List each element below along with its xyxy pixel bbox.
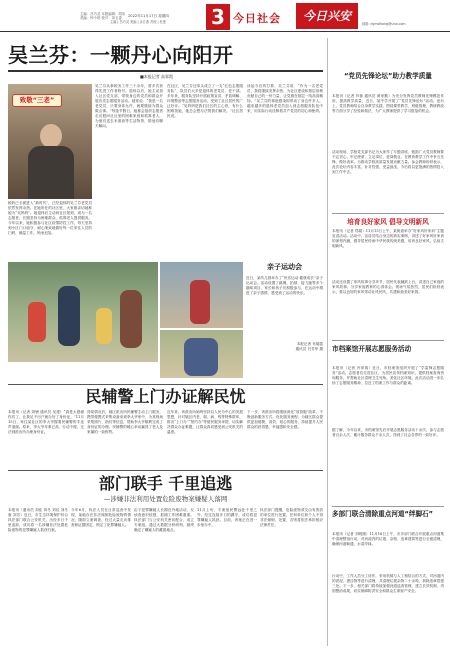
article4-top-rule — [8, 470, 323, 471]
sidebar-title-2: 培育良好家风 倡导文明新风 — [347, 218, 429, 226]
masthead-logo-block — [296, 3, 358, 29]
article4-col5: 执法部门提醒，危险废物须交由有资质的单位进行处置，任何单位和个人不得非法倾倒、处置，否则将依法承担相应法律责任。 — [260, 508, 323, 527]
sidebar-body-8: 行动中，工作人员分工协作，采用机械与人工相结合的方式，对河道内的淤泥、漂浮物等进行清理，共清理垃圾杂物二十余吨，拆除违章搭建三处。下一步，相关部门将持续加强河道巡查管理，建立长效机制，巩固整治成果，切实保障防洪安全和群众生命财产安全。 — [332, 574, 444, 593]
photo-caption: 致敬“三老” — [19, 96, 55, 104]
sidebar-body-7: 本报讯（记者 刘明刚）11月16日上午，市多部门联合开展重点河道集中清理整治行动，对河道内的垃圾、杂物、违章建筑等进行全面清理，确保河道畅通、水清岸绿。 — [332, 532, 444, 546]
sidebar-body-3: 本报讯（记者 郑娟）11月15日上午，某街道举办“好家风好家训”主题宣讲活动。活动中，宣讲员结合身边的真实事例，讲述了好家风好家训的深刻内涵，倡导居民传承中华民族传统美德，培育良好家风，弘扬文明新风。 — [332, 229, 444, 248]
sidebar-rule-1 — [332, 213, 444, 214]
sidebar-body-4: 活动还设置了家风故事分享环节，居民代表踊跃上台，讲述自己家庭的家风故事，分享家庭教育的心得体会。现场气氛热烈，居民们纷纷表示，要以良好的家风带动社风民风，共建和谐美好家园。 — [332, 280, 444, 294]
article4-col2: 今年6月，执法人员在日常巡查中发现，某地存在非法倾倒危险废物的情况，随即立案调查。经过大量走访排查和证据固定，锁定了犯罪嫌疑人。 — [71, 508, 131, 527]
photo-child-1 — [28, 302, 46, 342]
photo-person-head — [40, 124, 62, 148]
article1-headline-rule — [8, 70, 323, 72]
article3-headline: 民辅警上门办证解民忧 — [85, 387, 246, 406]
article1-byline: ■本报记者 高霏霞 — [140, 74, 174, 79]
article1-headline: 吴兰芬：一颗丹心向阳开 — [8, 43, 234, 67]
sidebar-rule-2 — [332, 340, 444, 341]
article1-headline-block — [8, 42, 323, 70]
masthead-editor: 本版编辑：胡凤 — [101, 12, 126, 16]
article4-col3: 由于犯罪嫌疑人长期在外地活动，反侦查意识较强，抓捕工作困难重重。执法部门与公安机关密切配合，成立专案组，通过大数据分析研判，最终确定了嫌疑人的藏匿地点。 — [134, 508, 194, 532]
article2-caption: 近日，某幼儿园举办了“快乐运动 健康成长”亲子运动会。活动设置了跳绳、拍球、接力跑等多个趣味项目，家长和孩子们积极参与，在运动中增进了亲子感情，感受到了运动的快乐。 — [246, 276, 323, 295]
sidebar-divider — [327, 38, 328, 646]
article2-photo-right — [160, 330, 243, 378]
article4-col1: 本报讯（通讯员 刘佳 刘冬 刘佳 刘冬 唐 刘芳）近日，市生态环境保护综合执法部门联合公安机关，历经多日千里追踪，成功将一名涉嫌非法处置危险废物的犯罪嫌疑人抓获归案。 — [8, 508, 68, 532]
article3-col1: 本报讯（记者 刘铺 通讯员 吴建）“真是太感谢你们了，让我足不出户就办好了身份证。”11月15日，家住某社区的李大爷握着民辅警的手连声道谢。原来，李大爷年事已高、行动不便，无法到派出所办理身份证。 — [8, 410, 84, 434]
photo-right-figure — [184, 338, 218, 376]
article3-top-rule — [8, 384, 323, 385]
article2-section-title: 亲子运动会 — [267, 263, 302, 271]
article1-photo — [8, 84, 92, 199]
article4-headline: 部门联手 千里追逃 — [98, 474, 233, 493]
sidebar-body-1: 本报讯（记者 肖蓉 通讯员 黄家勤）为充分发挥党员教师先锋模范作用，提高教学质量，近日，某中学开展了“党员先锋论坛”活动。论坛上，党员教师结合自身教学实践，围绕课堂教学、班级管理、教研教改等方面分享了经验和做法，为广大教师提供了学习借鉴的机会。 — [332, 94, 444, 113]
article2-photo — [8, 262, 158, 362]
sidebar-title-3: 市档案馆开展志愿服务活动 — [332, 345, 412, 353]
article2-photo-small — [160, 262, 243, 328]
masthead-email: 邮箱: dymsfkong@sina.com — [362, 22, 406, 26]
masthead-staff: 主编 | 吕巧灵 美编 | 余江燕 责校 | 杜莲 — [110, 20, 166, 24]
photo-adult-2 — [120, 290, 142, 348]
photo-small-figure — [190, 280, 210, 324]
article4-subheadline: —涉嫌非法利用处置危险废物案嫌疑人落网 — [103, 495, 228, 503]
article1-col1: 税收已全面进入“新时代”，已经退休的吴兰芬老党员依然发挥余热。在她所在的社区里，大家都亲切地称她为“吴妈妈”。她退休后主动到社区报到，成为一名志愿者，长期坚持为困难群众、孤寡老人提供服务。今年以来，她积极参与社区疫情防控工作，每天坚持到小区门口值守，耐心细致地做好每一位来往人员的扫码、测温工作，风雨无阻。 — [8, 201, 92, 235]
sidebar-title-4: 多部门联合清除重点河道“绊脚石” — [332, 510, 433, 518]
masthead-chief-editor: 主编：吕巧灵 — [80, 12, 101, 16]
article1-col2: 吴兰芬从事税务工作三十余年，曾多次获得先进工作者称号。退休以后，她主动加入社区党支部，带领身边的党员和群众开展各类志愿服务活动。她常说：“我是一名老党员，只要身体允许，就要继续为群众做点事。”每逢节假日，她都会组织志愿者走访慰问社区里的困难家庭和孤寡老人，为他们送去米面油等生活物资，陪他们聊天解闷。 — [95, 84, 163, 128]
masthead-date: 2022年11月17日 星期四 — [128, 14, 169, 18]
article2-credit: 本报记者 乔瑞霞 通讯员 吕芳华 摄 — [295, 342, 323, 351]
article1-col3: 在社区，吴兰芬还牵头成立了一支“红色志愿服务队”，队员们大多是退休的老党员、老干部。多年来，服务队坚持开展政策宣讲、矛盾调解、环境整治等志愿服务活动，受到了社区居民的广泛好评。“吴妈妈是我们社区的主心骨，有什么困难找她，她总会想办法帮我们解决。”社区居民说。 — [167, 84, 243, 118]
photo-adult-1 — [58, 286, 80, 346]
masthead-proofreader: 校对：刘玉香 — [101, 16, 122, 21]
logo-text: 今日兴安 — [302, 9, 351, 23]
sidebar-rule-3 — [332, 506, 444, 507]
page-number: 3 — [206, 4, 230, 30]
photo-child-2 — [96, 308, 112, 344]
article3-col4: 下一步，该派出所将继续深化“放管服”改革，不断创新服务方式，优化服务流程，为辖区群众提供更加便捷、高效、贴心的服务，持续提升人民群众的获得感、幸福感和安全感。 — [247, 410, 323, 429]
article3-col3: 近年来，该派出所始终坚持以人民为中心的发展思想，针对辖区内老、弱、病、残等特殊群体，推出“上门办”“预约办”等便民服务举措，切实解决群众办证难题，让群众真切感受到公安机关的温度。 — [167, 410, 243, 434]
sidebar-body-2: 活动现场，学校党支部书记为大家作了专题讲座，勉励广大党员教师要不忘初心、牢记使命，立足岗位、爱岗敬业，在教育教学工作中争当先锋、做好表率，为推动学校高质量发展贡献力量。参会教师纷纷表示，此次论坛内容丰富、针对性强，受益匪浅，今后将以更饱满的热情投入到工作中去。 — [332, 150, 444, 174]
masthead — [0, 0, 450, 32]
sidebar-body-6: 据了解，今年以来，市档案馆先后开展志愿服务活动十余次，参与志愿者百余人次，累计服务群众千余人次，得到了社会各界的一致好评。 — [332, 428, 444, 437]
masthead-designer: 美编：钟小婷 — [80, 16, 101, 21]
article3-col2: 得知情况后，辖区派出所民辅警主动上门服务，携带便携式采集设备来到李大爷家中，为其现场采集照片、指纹等信息，帮助李大爷顺利完成了身份证的办理。民辅警的暖心举动赢得了老人及家属的一致称赞。 — [87, 410, 163, 434]
article1-col4: 谈起今后的打算，吴兰芬说：“作为一名老党员，我将继续发挥余热，为社区建设和基层治理贡献自己的一份力量，让党旗在基层一线高高飘扬。”吴兰芬的事迹感染和带动了身边许多人，越来越多的退休老党员加入到志愿服务队伍中来，用实际行动诠释着共产党员的初心和使命。 — [247, 84, 323, 113]
sidebar-title-1: “党员先锋论坛”助力教学质量 — [344, 72, 432, 80]
sidebar-body-5: 本报讯（记者 冷萍瑞）近日，市档案馆组织开展了“学雷锋志愿服务”活动。志愿者们走进社区，为居民宣传档案知识，提供档案查询咨询服务，并帮助社区清理卫生死角，美化社区环境。此次活动进一步弘扬了志愿服务精神，拉近了档案工作与群众的距离。 — [332, 366, 444, 385]
article4-col4: 11月上旬，专案组民警远赴千里之外，经过连续多日的蹲守，成功将犯罪嫌疑人抓获。目前，该案正在进一步侦办中。 — [197, 508, 257, 527]
section-title: 今日社会 — [233, 12, 281, 25]
photo-person-body — [28, 146, 74, 199]
masthead-divider — [0, 31, 450, 32]
photo-caption-badge — [12, 94, 62, 107]
